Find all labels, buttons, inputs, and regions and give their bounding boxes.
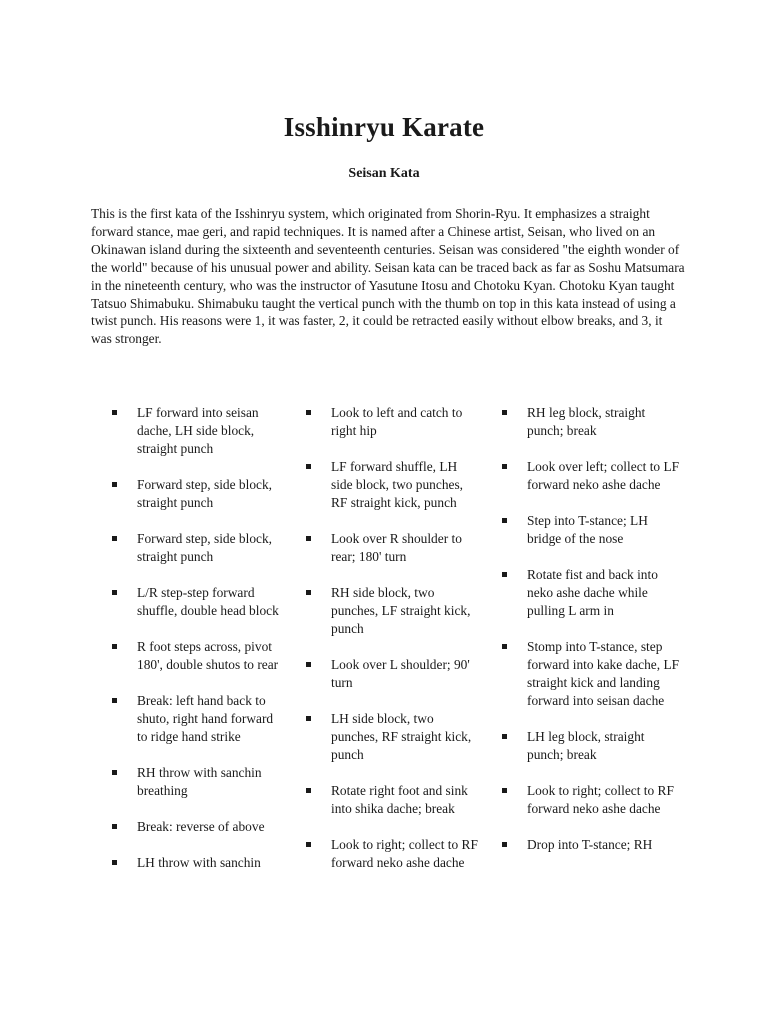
list-item (502, 404, 682, 440)
list-item (112, 764, 284, 800)
square-bullet-icon (502, 572, 507, 577)
list-item-text: Rotate right foot and sink into shika dache; break (331, 783, 468, 816)
list-item (306, 836, 482, 872)
list-item (502, 836, 682, 854)
list-item-text: R foot steps across, pivot 180', double shutos to rear (137, 639, 279, 672)
square-bullet-icon (306, 464, 311, 469)
list-item-text: LF forward into seisan dache, LH side block, straight punch (137, 405, 259, 456)
list-item-text: Look to left and catch to right hip (331, 405, 463, 438)
square-bullet-icon (112, 482, 117, 487)
list-item-text: Forward step, side block, straight punch (137, 477, 272, 510)
list-item (112, 404, 284, 458)
list-item-text: LH leg block, straight punch; break (527, 729, 645, 762)
intro-paragraph: This is the first kata of the Isshinryu system, which originated from Shorin-Ryu. It emphasizes a straight forward stance, mae geri, and rapid techniques. It is named after a Chinese artist, Seisan, who lived on an Okinawan island during the sixteenth and seventeenth centuries. Seisan was considered "the eighth wonder of the world" because of his unusual power and ability. Seisan kata can be traced back as far as Soshu Matsumara in the nineteenth century, who was the instructor of Yasutune Itosu and Chotoku Kyan. Chotoku Kyan taught Tatsuo Shimabuku. Shimabuku taught the vertical punch with the thumb on top in this kata instead of using a twist punch. His reasons were 1, it was faster, 2, it could be retracted easily without elbow breaks, and 3, it was stronger. (91, 206, 685, 347)
list-item-text: Look over R shoulder to rear; 180' turn (331, 531, 462, 564)
square-bullet-icon (502, 842, 507, 847)
square-bullet-icon (502, 644, 507, 649)
steps-column-1 (112, 404, 284, 890)
square-bullet-icon (112, 410, 117, 415)
square-bullet-icon (306, 590, 311, 595)
list-item-text: RH side block, two punches, LF straight kick, punch (331, 585, 471, 636)
square-bullet-icon (306, 662, 311, 667)
list-item-text: Drop into T-stance; RH (527, 837, 653, 852)
square-bullet-icon (112, 644, 117, 649)
list-item-text: Look to right; collect to RF forward neko ashe dache (331, 837, 478, 870)
list-item-text: Break: left hand back to shuto, right hand forward to ridge hand strike (137, 693, 274, 744)
steps-column-2 (306, 404, 482, 890)
list-item (112, 638, 284, 674)
list-item-text: Look to right; collect to RF forward neko ashe dache (527, 783, 674, 816)
square-bullet-icon (306, 788, 311, 793)
list-item (306, 584, 482, 638)
list-item-text: Look over L shoulder; 90' turn (331, 657, 470, 690)
list-item-text: LH throw with sanchin (137, 855, 261, 870)
square-bullet-icon (502, 734, 507, 739)
list-item (306, 404, 482, 440)
document-title: Isshinryu Karate (283, 112, 485, 142)
square-bullet-icon (112, 860, 117, 865)
list-item-text: Step into T-stance; LH bridge of the nose (527, 513, 648, 546)
list-item (306, 782, 482, 818)
list-item-text: Rotate fist and back into neko ashe dache while pulling L arm in (527, 567, 658, 618)
list-item (112, 818, 284, 836)
list-item (112, 854, 284, 872)
square-bullet-icon (502, 518, 507, 523)
list-item (306, 656, 482, 692)
list-item-text: RH throw with sanchin breathing (137, 765, 262, 798)
document-subtitle: Seisan Kata (348, 166, 420, 181)
list-item (502, 512, 682, 548)
square-bullet-icon (306, 716, 311, 721)
list-item-text: Forward step, side block, straight punch (137, 531, 272, 564)
list-item (502, 458, 682, 494)
list-item-text: L/R step-step forward shuffle, double head block (137, 585, 279, 618)
square-bullet-icon (112, 590, 117, 595)
list-item (502, 566, 682, 620)
square-bullet-icon (306, 842, 311, 847)
list-item (112, 692, 284, 746)
list-item (306, 458, 482, 512)
list-item (112, 584, 284, 620)
list-item (306, 710, 482, 764)
steps-column-3 (502, 404, 682, 872)
list-item-text: Stomp into T-stance, step forward into kake dache, LF straight kick and landing forward into seisan dache (527, 639, 680, 708)
square-bullet-icon (502, 410, 507, 415)
list-item (112, 476, 284, 512)
square-bullet-icon (502, 788, 507, 793)
list-item-text: Look over left; collect to LF forward neko ashe dache (527, 459, 680, 492)
square-bullet-icon (112, 770, 117, 775)
list-item-text: LH side block, two punches, RF straight kick, punch (331, 711, 472, 762)
list-item (112, 530, 284, 566)
list-item (502, 782, 682, 818)
square-bullet-icon (112, 536, 117, 541)
list-item (502, 638, 682, 710)
list-item (502, 728, 682, 764)
list-item-text: Break: reverse of above (137, 819, 265, 834)
list-item-text: RH leg block, straight punch; break (527, 405, 646, 438)
square-bullet-icon (112, 824, 117, 829)
square-bullet-icon (306, 410, 311, 415)
square-bullet-icon (306, 536, 311, 541)
list-item (306, 530, 482, 566)
square-bullet-icon (112, 698, 117, 703)
square-bullet-icon (502, 464, 507, 469)
list-item-text: LF forward shuffle, LH side block, two punches, RF straight kick, punch (331, 459, 464, 510)
